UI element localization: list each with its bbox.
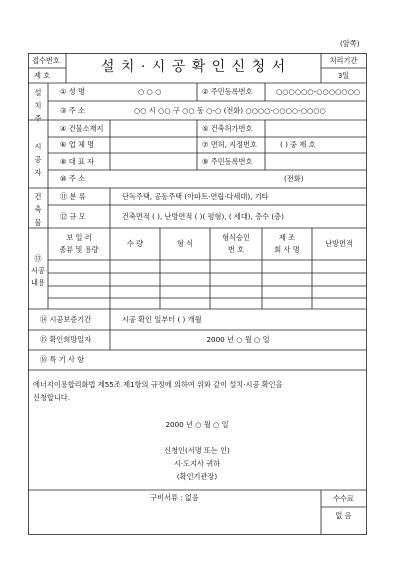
contractor-address-label: ⑩ 주 소 [60, 174, 85, 183]
col-quantity: 수 량 [126, 239, 144, 248]
contractor-section-label [28, 140, 48, 179]
applicant-signature[interactable]: 신청인(서명 또는 인) [164, 446, 230, 455]
installer-section-char-2: 치 [34, 101, 42, 110]
processing-period-value: 3일 [337, 71, 350, 80]
col-maker-line2: 회 사 명 [274, 245, 300, 254]
construction-section-label [28, 253, 48, 289]
installer-address-label: ③ 주 소 [60, 106, 85, 115]
company-name-label: ⑥ 업 체 명 [60, 140, 95, 149]
building-category-value[interactable]: 단독주택, 공동주택 (아파트·연립·다세대), 기타 [122, 192, 269, 201]
required-documents: 구비서류 : 없음 [150, 493, 199, 502]
col-boiler-line2: 종류 및 용량 [59, 245, 99, 254]
confirm-date-value[interactable]: 2000 년 ○ 월 ○ 일 [206, 335, 270, 344]
col-approval-line1: 형식승인 [222, 233, 250, 242]
col-heating-area: 난방면적 [325, 239, 353, 248]
warranty-value[interactable]: 시공 확인 일부터 ( ) 개월 [122, 315, 202, 324]
col-approval-line2: 번 호 [227, 245, 245, 254]
construction-section-char-1: ⑬ [34, 254, 42, 263]
building-section-char-1: 건 [34, 192, 42, 201]
addressee-sub: (확인기관장) [176, 472, 218, 481]
contractor-phone-value[interactable]: (전화) [284, 174, 304, 183]
col-maker-line1: 제 조 [278, 233, 296, 242]
installer-section-char-3: 주 [34, 114, 42, 123]
building-scale-label: ⑫ 규 모 [60, 212, 86, 221]
declaration-line2: 신청합니다. [33, 393, 71, 402]
contractor-rrn-label: ⑨ 주민등록번호 [202, 157, 253, 166]
contractor-section-char-1: 시 [34, 142, 42, 151]
construction-section-char-3: 내용 [31, 278, 45, 287]
fee-label: 수수료 [333, 494, 354, 503]
building-scale-value[interactable]: 건축면적 ( ), 난방면적 ( )( 평형), ( 세대), 층수 (층) [122, 212, 284, 221]
building-location-label: ④ 건물소재지 [60, 124, 104, 133]
fee-value: 없 음 [335, 511, 352, 520]
installer-address-value[interactable]: ○○ 시 ○○ 구 ○○ 동 ○-○ (전화) ○○○○-○○○○-○○○○ [134, 106, 326, 115]
declaration-date: 2000 년 ○ 월 ○ 일 [165, 420, 229, 429]
installer-name-value[interactable]: ○ ○ ○ [138, 87, 162, 96]
warranty-label: ⑭ 시공보증기간 [40, 315, 92, 324]
contractor-section-char-3: 자 [34, 168, 42, 177]
confirm-date-label: ⑮ 확인희망일자 [40, 335, 92, 344]
installer-rrn-label: ② 주민등록번호 [202, 87, 253, 96]
building-category-label: ⑪ 분 류 [60, 192, 86, 201]
building-section-label [28, 190, 48, 229]
building-section-char-3: 물 [34, 218, 42, 227]
license-value[interactable]: ( ) 중 제 호 [280, 140, 316, 149]
col-type: 형 식 [176, 239, 194, 248]
notes-label: ⑯ 특 기 사 항 [40, 355, 85, 364]
addressee: 시·도지사 귀하 [173, 459, 221, 468]
processing-period-label: 처리기간 [329, 56, 358, 65]
declaration-line1: 에너지이용합리화법 제55조 제1항의 규정에 의하여 위와 같이 설치·시공 확인을 [33, 380, 283, 389]
installer-rrn-value[interactable]: ○○○○○○-○○○○○○○ [276, 87, 361, 96]
form-title: 설 치 · 시 공 확 인 신 청 서 [100, 59, 287, 75]
doc-no-label: 제 호 [34, 71, 51, 80]
page-side-note: (앞쪽) [340, 39, 360, 48]
installer-name-label: ① 성 명 [60, 87, 85, 96]
representative-label: ⑧ 대 표 자 [60, 157, 95, 166]
license-label: ⑦ 면허, 지정번호 [202, 140, 257, 149]
col-boiler-line1: 보 일 러 [66, 233, 92, 242]
receipt-no-label: 접수번호 [32, 56, 60, 65]
building-section-char-2: 축 [34, 205, 42, 214]
contractor-section-char-2: 공 [34, 155, 42, 164]
installer-section-label [28, 86, 48, 125]
construction-section-char-2: 시공 [31, 266, 45, 275]
installer-section-char-1: 설 [34, 88, 42, 97]
building-permit-label: ⑤ 건축허가번호 [202, 124, 253, 133]
